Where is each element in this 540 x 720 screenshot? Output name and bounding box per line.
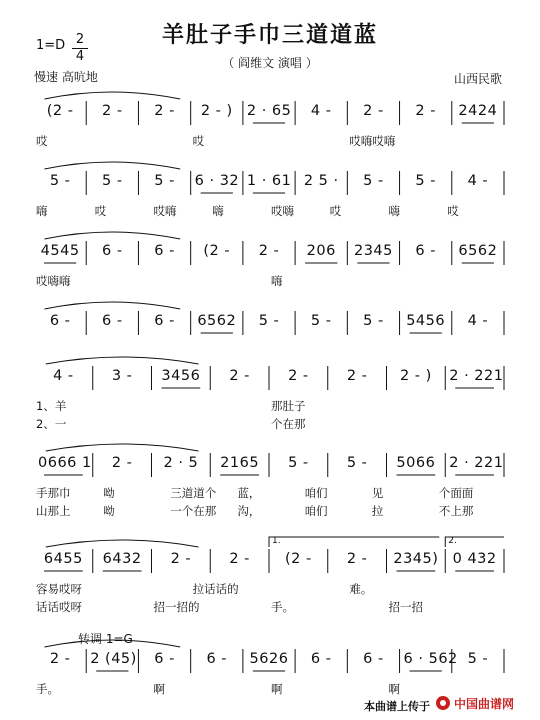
lyric: 哎嗨哎嗨 bbox=[349, 134, 396, 148]
measure: 2 · 5 bbox=[163, 455, 199, 471]
measure: 4 - bbox=[467, 173, 489, 189]
time-denominator: 4 bbox=[75, 49, 85, 64]
lyric: 嗨 bbox=[212, 204, 224, 218]
time-numerator: 2 bbox=[75, 32, 85, 47]
measure: 6 - bbox=[49, 313, 71, 329]
measure: 4 - bbox=[310, 103, 332, 119]
slur bbox=[46, 357, 199, 364]
tempo-marking: 慢速 高吭地 bbox=[34, 70, 98, 84]
measure: 2 - ) bbox=[399, 368, 432, 384]
singer-credit: （ 阎维文 演唱 ） bbox=[222, 56, 318, 70]
measure: 3456 bbox=[161, 368, 201, 384]
lyric: 个在那 bbox=[271, 417, 306, 431]
measure: 5 - bbox=[102, 173, 123, 189]
measure: 5 - bbox=[346, 455, 368, 471]
lyric: 一个在那 bbox=[170, 504, 217, 518]
measure: 2 - bbox=[102, 103, 123, 119]
lyric: 呦 bbox=[103, 486, 115, 500]
lyric: 嗨 bbox=[36, 204, 48, 218]
measure: 5 - bbox=[363, 313, 384, 329]
lyric: 哎嗨嗨 bbox=[36, 274, 71, 288]
slur bbox=[44, 92, 180, 99]
measure: 5 - bbox=[258, 313, 280, 329]
site-logo-text: 中国曲谱网 bbox=[454, 697, 515, 711]
measure: 2345 bbox=[353, 243, 393, 259]
volta-number: 2. bbox=[448, 536, 457, 546]
key-signature: 1=D bbox=[36, 38, 66, 53]
lyric: 蓝， bbox=[237, 486, 261, 500]
measure: 6 - bbox=[310, 651, 332, 667]
slur bbox=[44, 302, 180, 309]
lyric: 咱们 bbox=[304, 486, 328, 500]
lyric: 个面面 bbox=[438, 486, 474, 500]
measure: 0666 1 bbox=[38, 455, 92, 471]
lyric: 那肚子 bbox=[271, 399, 306, 413]
measure: 2424 bbox=[458, 103, 498, 119]
measure: 2165 bbox=[220, 455, 260, 471]
volta-number: 1. bbox=[272, 536, 281, 546]
measure: 6 · 32 bbox=[194, 173, 240, 189]
lyric: 沟， bbox=[237, 504, 261, 518]
measure: 5 - bbox=[288, 455, 309, 471]
lyric: 招一招 bbox=[388, 600, 423, 614]
measure: 2 · 221 bbox=[449, 455, 504, 471]
measure: 4 - bbox=[53, 368, 74, 384]
measure: 6432 bbox=[102, 551, 142, 567]
volta-bracket bbox=[269, 537, 439, 547]
lyric: 见 bbox=[371, 486, 384, 500]
measure: 6 - bbox=[363, 651, 384, 667]
measure: 0 432 bbox=[452, 551, 497, 567]
slur bbox=[46, 444, 199, 451]
lyric: 手那巾 bbox=[36, 486, 71, 500]
measure: 2 - ) bbox=[200, 103, 233, 119]
measure: 6 - bbox=[154, 651, 175, 667]
measure: 2 - bbox=[111, 455, 133, 471]
lyric: 容易哎呀 bbox=[36, 582, 82, 596]
measure: (2 - bbox=[203, 243, 231, 259]
site-logo bbox=[434, 692, 520, 714]
measure: 3 - bbox=[111, 368, 133, 384]
lyric: 2、一 bbox=[36, 417, 67, 431]
slur bbox=[44, 640, 180, 647]
measure: 6455 bbox=[43, 551, 83, 567]
lyric: 咱们 bbox=[304, 504, 328, 518]
measure: 5 - bbox=[467, 651, 489, 667]
song-title: 羊肚子手巾三道道蓝 bbox=[161, 22, 378, 48]
measure: 6 - bbox=[154, 243, 175, 259]
lyric: 嗨 bbox=[388, 204, 400, 218]
measure: 6 - bbox=[154, 313, 175, 329]
measure: 6 - bbox=[206, 651, 228, 667]
lyric: 话话哎呀 bbox=[36, 600, 82, 614]
lyric: 哎嗨 bbox=[153, 204, 177, 218]
lyric: 招一招的 bbox=[153, 600, 200, 614]
measure: 2 - bbox=[346, 551, 368, 567]
lyric: 哎 bbox=[94, 204, 107, 218]
measure: 5 - bbox=[154, 173, 175, 189]
measure: 2 - bbox=[154, 103, 175, 119]
measure: 2 - bbox=[258, 243, 280, 259]
lyric: 啊 bbox=[388, 682, 400, 696]
lyric: 啊 bbox=[153, 682, 165, 696]
slur bbox=[44, 232, 180, 239]
measure: 2 (45) bbox=[90, 651, 137, 667]
measure: 6 - bbox=[415, 243, 436, 259]
measure: 2 - bbox=[49, 651, 71, 667]
lyric: 哎 bbox=[36, 134, 48, 148]
measure: 6562 bbox=[197, 313, 237, 329]
measure: 6 - bbox=[102, 243, 123, 259]
lyric: 拉 bbox=[371, 504, 384, 518]
measure: 2 - bbox=[288, 368, 309, 384]
lyric: 手。 bbox=[36, 682, 59, 696]
slur bbox=[46, 540, 199, 547]
volta-bracket bbox=[445, 537, 504, 547]
lyric: 哎 bbox=[447, 204, 459, 218]
measure: 5066 bbox=[396, 455, 436, 471]
lyric: 不上那 bbox=[438, 504, 474, 518]
measure: 5 - bbox=[49, 173, 71, 189]
measure: 206 bbox=[306, 243, 336, 259]
lyric: 拉话话的 bbox=[192, 582, 239, 596]
measure: 2 5 · bbox=[303, 173, 339, 189]
lyric: 哎 bbox=[192, 134, 205, 148]
lyric: 山那上 bbox=[36, 504, 71, 518]
measure: 6 · 562 bbox=[403, 651, 458, 667]
measure: 5 - bbox=[363, 173, 384, 189]
measure: 5 - bbox=[415, 173, 436, 189]
measure: 2 - bbox=[346, 368, 368, 384]
measure: 6 - bbox=[102, 313, 123, 329]
measure: 2 - bbox=[415, 103, 436, 119]
modulation-marking: 转调 1=G bbox=[78, 632, 133, 646]
measure: (2 - bbox=[46, 103, 74, 119]
lyric: 呦 bbox=[103, 504, 115, 518]
measure: 6562 bbox=[458, 243, 498, 259]
measure: 5456 bbox=[406, 313, 446, 329]
measure: 2 - bbox=[229, 368, 250, 384]
measure: 2 · 65 bbox=[246, 103, 292, 119]
song-origin: 山西民歌 bbox=[453, 72, 502, 86]
upload-note: 本曲谱上传于 bbox=[364, 700, 430, 713]
measure: 2 · 221 bbox=[449, 368, 504, 384]
measure: 4545 bbox=[40, 243, 80, 259]
lyric: 哎嗨 bbox=[271, 204, 294, 218]
lyric: 手。 bbox=[271, 600, 294, 614]
measure: 5 - bbox=[310, 313, 332, 329]
lyric: 嗨 bbox=[271, 274, 283, 288]
lyric: 难。 bbox=[349, 582, 373, 596]
measure: (2 - bbox=[285, 551, 312, 567]
lyric: 1、羊 bbox=[36, 399, 67, 413]
measure: 2 - bbox=[363, 103, 384, 119]
measure: 4 - bbox=[467, 313, 489, 329]
measure: 5626 bbox=[249, 651, 289, 667]
lyric: 三道道个 bbox=[170, 486, 217, 500]
measure: 2345) bbox=[393, 551, 439, 567]
measure: 2 - bbox=[229, 551, 250, 567]
lyric: 哎 bbox=[329, 204, 342, 218]
lyric: 啊 bbox=[271, 682, 283, 696]
slur bbox=[44, 162, 180, 169]
measure: 2 - bbox=[170, 551, 192, 567]
measure: 1 · 61 bbox=[246, 173, 292, 189]
